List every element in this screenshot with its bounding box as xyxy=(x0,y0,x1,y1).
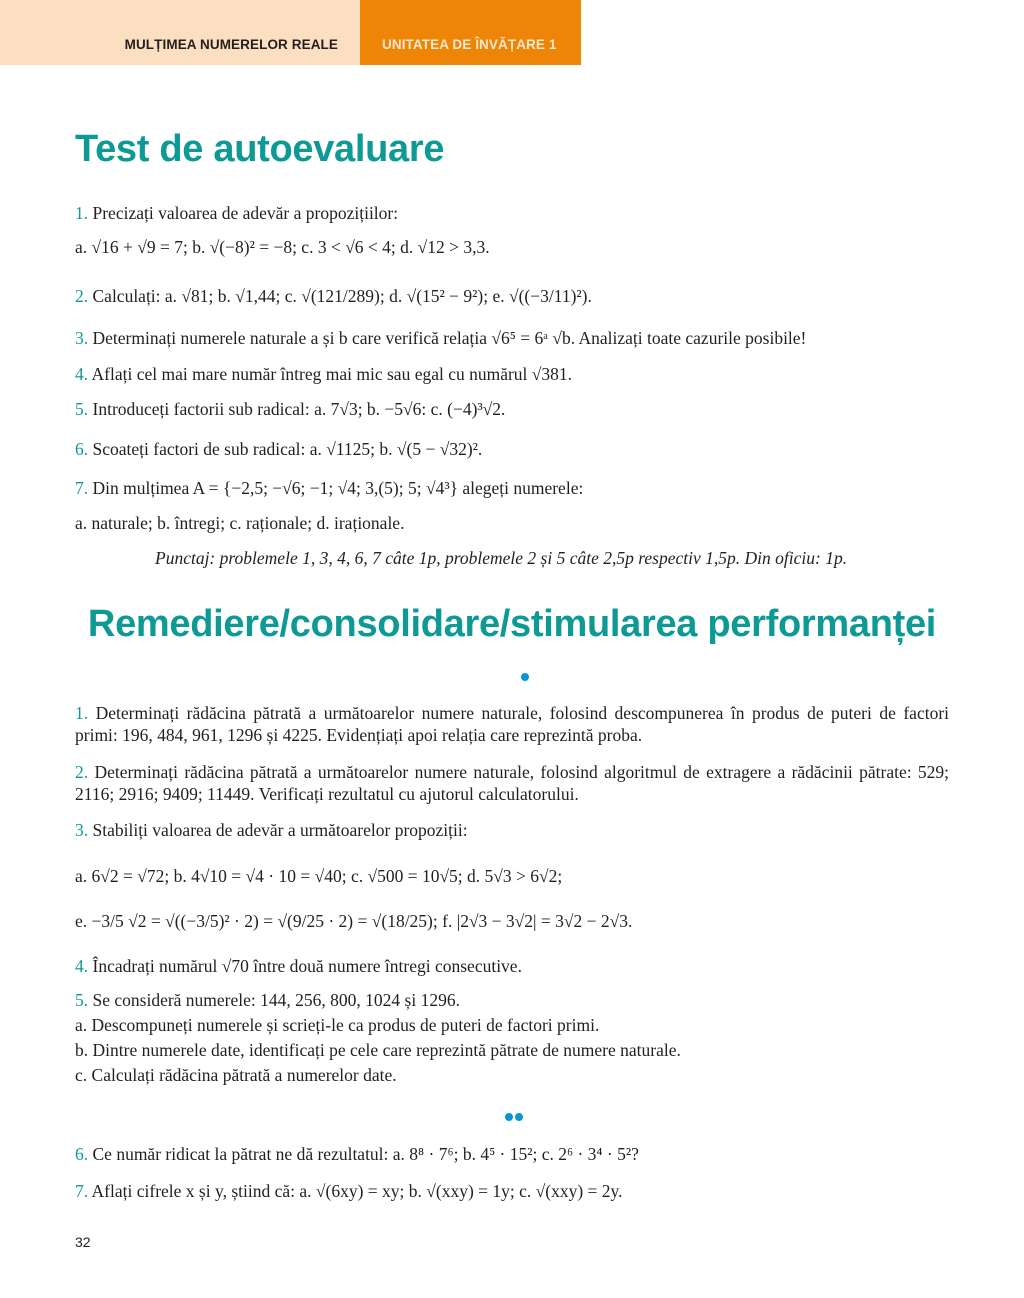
item-text: Încadrați numărul √70 între două numere întregi consecutive. xyxy=(92,956,522,976)
item-text: Determinați numerele naturale a și b care verifică relația √6⁵ = 6ᵃ √b. Analizați toate cazurile posibile! xyxy=(92,328,807,348)
item-text: a. naturale; b. întregi; c. raționale; d. iraționale. xyxy=(75,513,405,533)
item-text: Determinați rădăcina pătrată a următoarelor numere naturale, folosind descompunerea în produs de puteri de factori primi: 196, 484, 961, 1296 și 4225. Evidențiați apoi relația care reprezintă proba. xyxy=(75,703,950,745)
remedial-item-6 xyxy=(75,1143,639,1165)
item-text: Determinați rădăcina pătrată a următoarelor numere naturale, folosind algoritmul de extragere a rădăcinii pătrate: 529; 2116; 2916; 9409; 11449. Verificați rezultatul cu ajutorul calculatorului. xyxy=(75,762,949,804)
unit-title: UNITATEA DE ÎNVĂȚARE 1 xyxy=(382,37,557,52)
item-text: Ce număr ridicat la pătrat ne dă rezultatul: a. 8⁸ · 7⁶; b. 4⁵ · 15²; c. 2⁶ · 3⁴ · 5²? xyxy=(92,1144,639,1164)
test-item-2 xyxy=(75,285,592,307)
item-number: 6. xyxy=(75,439,89,459)
test-item-5 xyxy=(75,398,505,420)
item-number: 4. xyxy=(75,364,89,384)
item-text: e. −3/5 √2 = √((−3/5)² · 2) = √(9/25 · 2) = √(18/25); f. |2√3 − 3√2| = 3√2 − 2√3. xyxy=(75,911,633,931)
item-number: 1. xyxy=(75,203,89,223)
item-text: Scoateți factori de sub radical: a. √1125; b. √(5 − √32)². xyxy=(92,439,483,459)
test-title: Test de autoevaluare xyxy=(75,128,445,170)
item-text: a. Descompuneți numerele și scrieți-le ca produs de puteri de factori primi. xyxy=(75,1015,600,1035)
remedial-item-1 xyxy=(75,702,949,746)
item-text: a. 6√2 = √72; b. 4√10 = √4 · 10 = √40; c. √500 = 10√5; d. 5√3 > 6√2; xyxy=(75,866,563,886)
remedial-title: Remediere/consolidare/stimularea performanței xyxy=(87,603,937,645)
item-number: 3. xyxy=(75,820,89,840)
page-number: 32 xyxy=(75,1234,91,1250)
item-text: Aflați cel mai mare număr întreg mai mic sau egal cu numărul √381. xyxy=(91,364,573,384)
test-item-1-options xyxy=(75,236,490,258)
item-number: 7. xyxy=(75,1181,89,1201)
item-text: Calculați: a. √81; b. √1,44; c. √(121/289); d. √(15² − 9²); e. √((−3/11)²). xyxy=(92,286,592,306)
item-text: a. √16 + √9 = 7; b. √(−8)² = −8; c. 3 < √6 < 4; d. √12 > 3,3. xyxy=(75,237,490,257)
remedial-item-5 xyxy=(75,989,460,1011)
item-number: 1. xyxy=(75,703,89,723)
item-text: Precizați valoarea de adevăr a propozițiilor: xyxy=(92,203,399,223)
item-number: 2. xyxy=(75,762,89,782)
test-item-4 xyxy=(75,363,572,385)
remedial-item-3-row-1 xyxy=(75,865,562,887)
item-number: 6. xyxy=(75,1144,89,1164)
test-item-7 xyxy=(75,477,583,499)
test-item-6 xyxy=(75,438,482,460)
item-text: Introduceți factorii sub radical: a. 7√3; b. −5√6: c. (−4)³√2. xyxy=(92,399,506,419)
item-text: Stabiliți valoarea de adevăr a următoarelor propoziții: xyxy=(92,820,468,840)
remedial-item-5b xyxy=(75,1039,681,1061)
item-text: Aflați cifrele x și y, știind că: a. √(6xy) = xy; b. √(xxy) = 1y; c. √(xxy) = 2y. xyxy=(91,1181,623,1201)
unit-band xyxy=(360,0,581,65)
test-item-7-options xyxy=(75,512,404,534)
item-number: 2. xyxy=(75,286,89,306)
remedial-item-5a xyxy=(75,1014,599,1036)
remedial-item-7 xyxy=(75,1180,623,1202)
level-1-bullet-icon xyxy=(521,673,529,681)
test-item-3 xyxy=(75,327,806,349)
remedial-item-5c xyxy=(75,1064,397,1086)
item-text: b. Dintre numerele date, identificați pe cele care reprezintă pătrate de numere naturale. xyxy=(75,1040,681,1060)
item-text: Se consideră numerele: 144, 256, 800, 1024 și 1296. xyxy=(92,990,460,1010)
remedial-item-3 xyxy=(75,819,468,841)
chapter-band xyxy=(0,0,360,65)
item-number: 4. xyxy=(75,956,89,976)
scoring-note: Punctaj: problemele 1, 3, 4, 6, 7 câte 1p, problemele 2 și 5 câte 2,5p respectiv 1,5p. Din oficiu: 1p. xyxy=(155,548,848,568)
remedial-item-3-row-2 xyxy=(75,910,632,932)
item-number: 5. xyxy=(75,990,89,1010)
test-item-1 xyxy=(75,202,398,224)
item-text: Din mulțimea A = {−2,5; −√6; −1; √4; 3,(5); 5; √4³} alegeți numerele: xyxy=(92,478,584,498)
remedial-item-2 xyxy=(75,761,949,805)
item-number: 7. xyxy=(75,478,89,498)
chapter-title: MULȚIMEA NUMERELOR REALE xyxy=(124,37,338,52)
item-number: 3. xyxy=(75,328,89,348)
item-text: c. Calculați rădăcina pătrată a numerelor date. xyxy=(75,1065,397,1085)
level-2-bullet-icon xyxy=(505,1113,523,1121)
remedial-item-4 xyxy=(75,955,522,977)
item-number: 5. xyxy=(75,399,89,419)
running-header xyxy=(0,0,581,65)
